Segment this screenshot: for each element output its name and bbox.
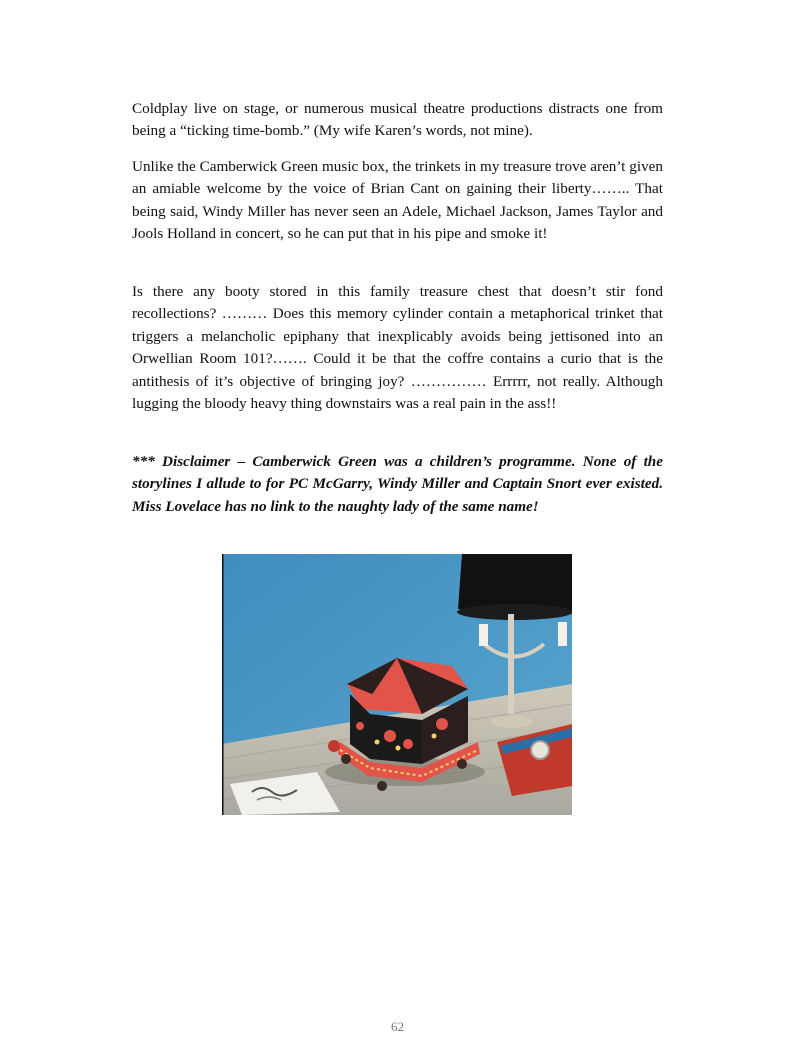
disclaimer-paragraph: *** Disclaimer – Camberwick Green was a children’s programme. None of the storylines I allude to for PC McGarry, Windy Miller and Captain Snort ever existed. Miss Lovelace has no link to the naughty lady of the same name! — [132, 453, 663, 515]
page-number: 62 — [391, 1019, 404, 1034]
body-paragraph-3: Is there any booty stored in this family treasure chest that doesn’t stir fond recollections? ……… Does this memory cylinder contain a metaphorical trinket that triggers a melancholic epiphany that inexplicably avoids being jettisoned into an Orwellian Room 101?……. Could it be that the coffre contains a curio that is the antithesis of it’s objective of bringing joy? …………… Errrrr, not really. Although lugging the bloody heavy thing downstairs was a real pain in the ass!! — [132, 283, 663, 413]
body-paragraph-2: Unlike the Camberwick Green music box, the trinkets in my treasure trove aren’t given an amiable welcome by the voice of Brian Cant on gaining their liberty…….. That being said, Windy Miller has never seen an Adele, Michael Jackson, James Taylor and Jools Holland in concert, so he can put that in his pipe and smoke it! — [132, 158, 663, 243]
body-paragraph-1: Coldplay live on stage, or numerous musical theatre productions distracts one from being a “ticking time-bomb.” (My wife Karen’s words, not mine). — [132, 100, 663, 140]
music-box-photo — [222, 554, 572, 815]
